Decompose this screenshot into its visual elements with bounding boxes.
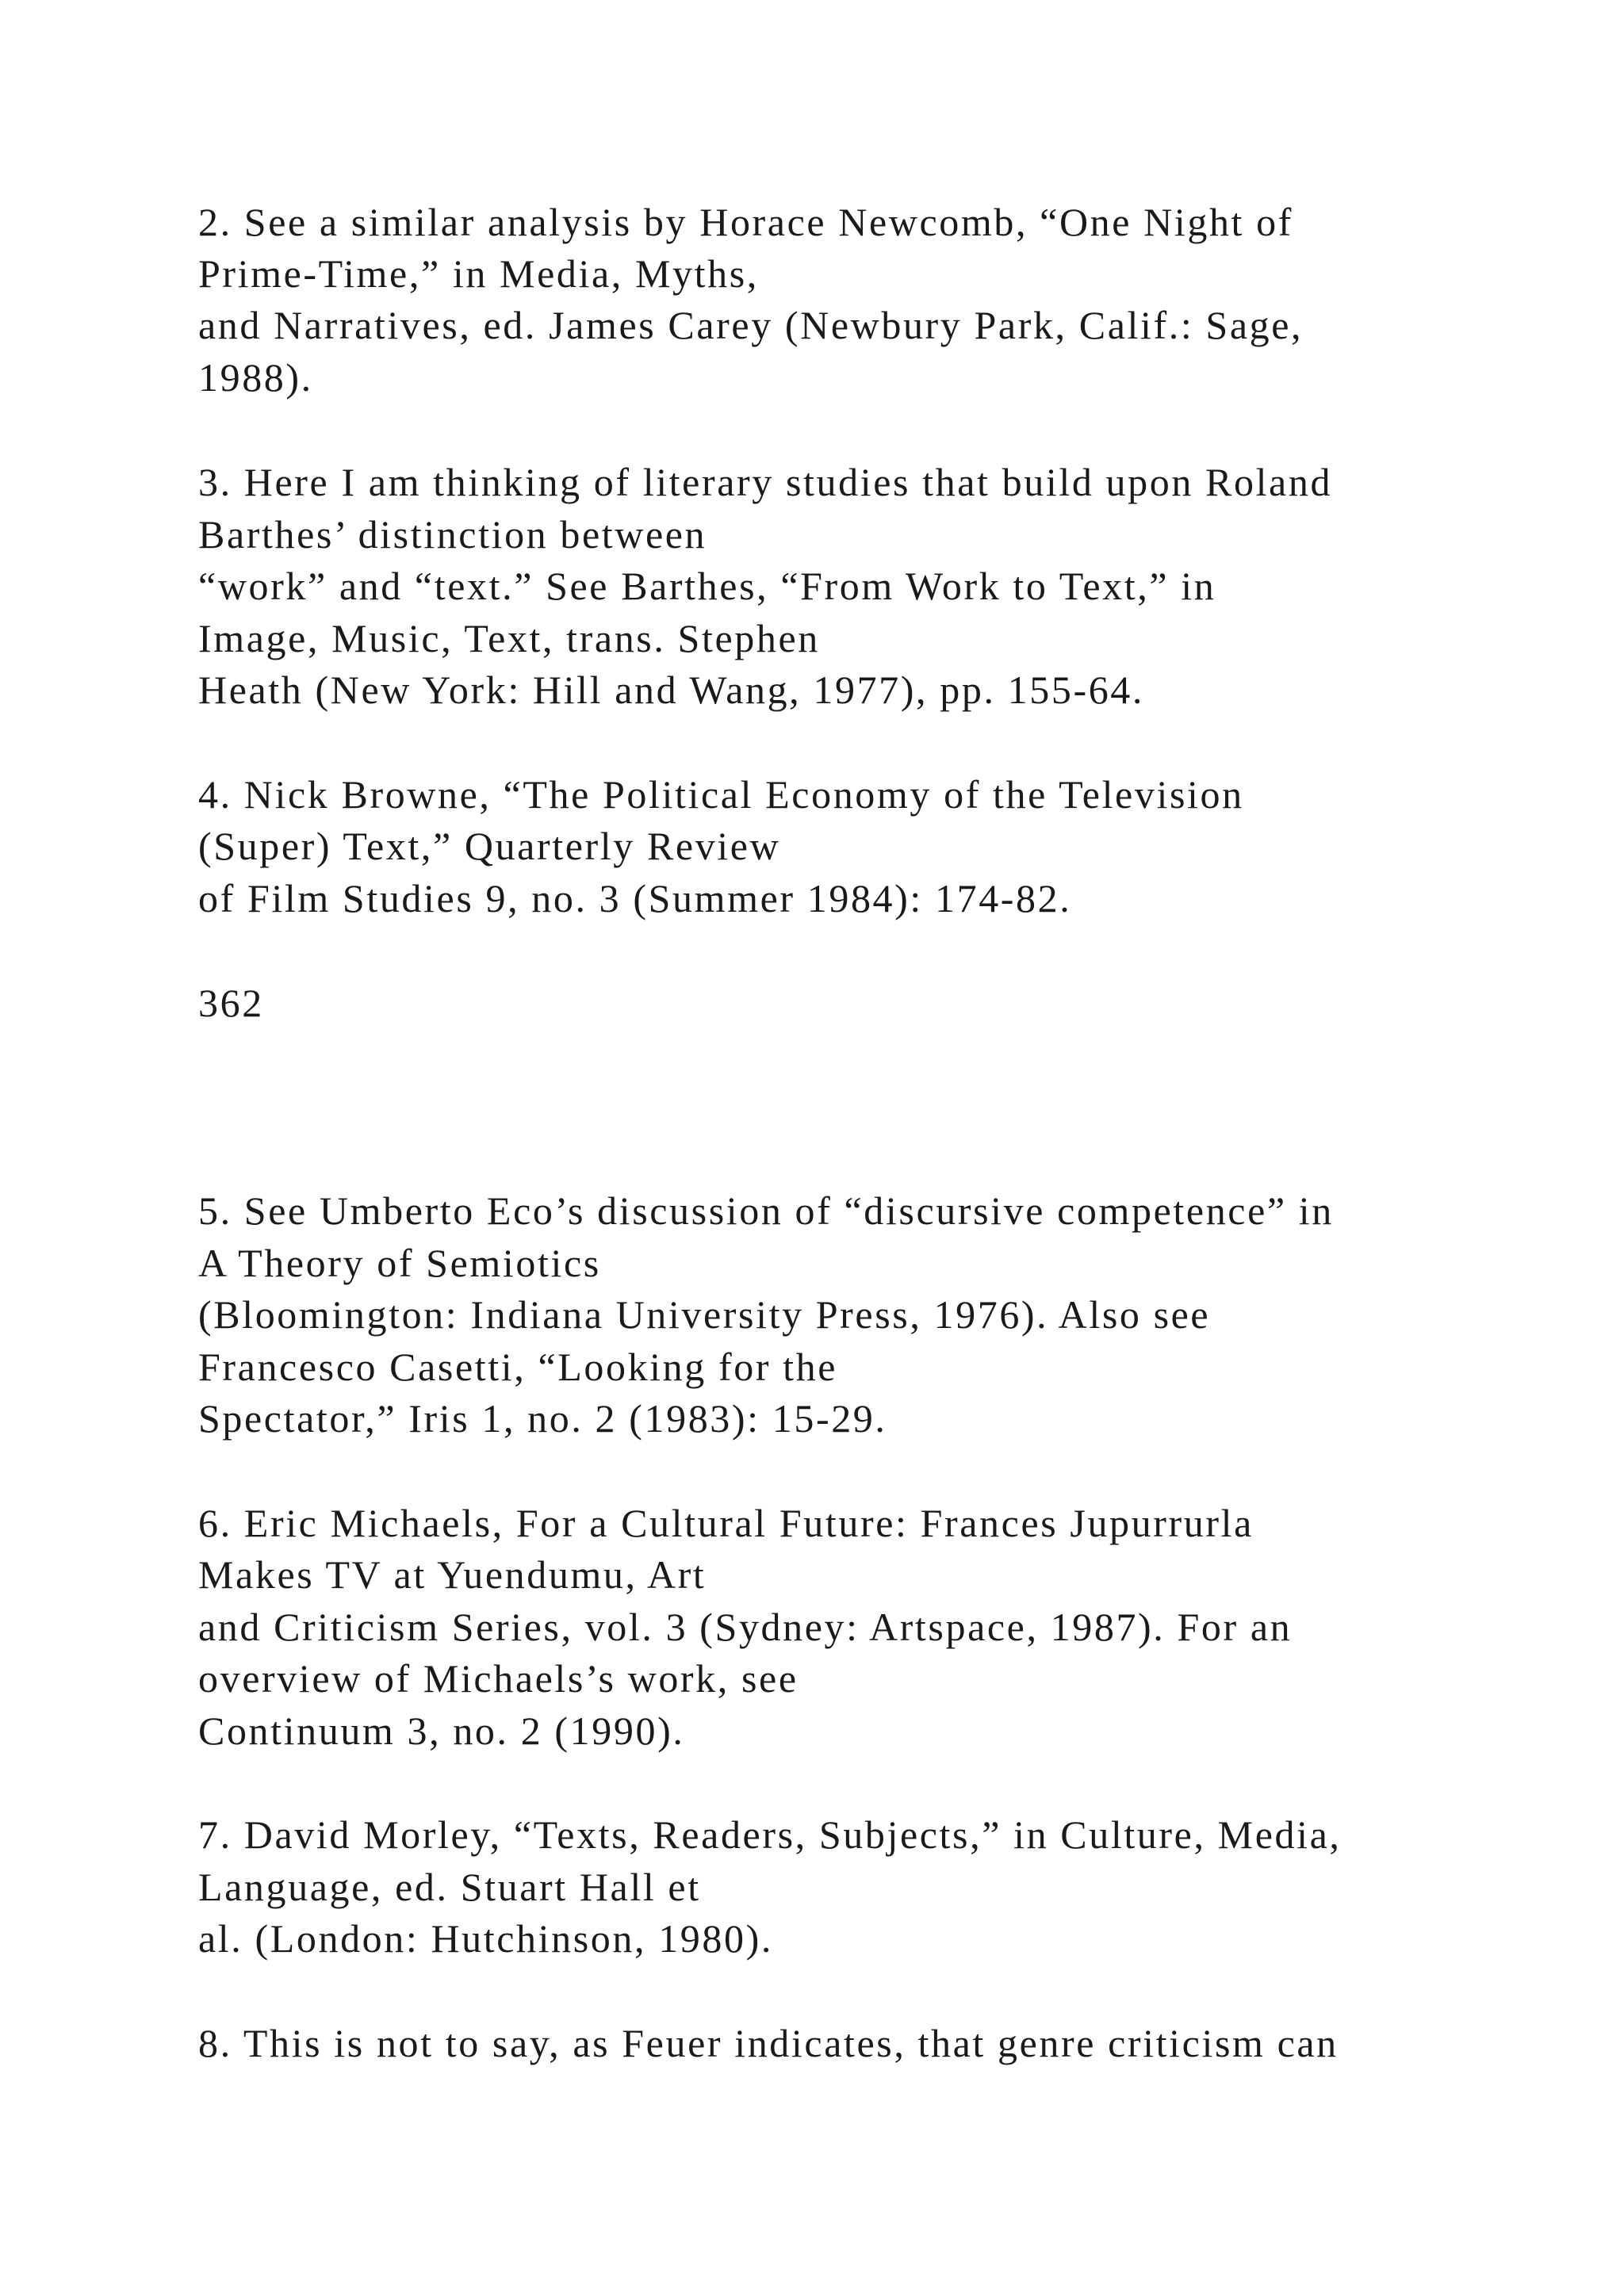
footnote-line: Prime-Time,” in Media, Myths, [198, 251, 759, 296]
footnote-line: of Film Studies 9, no. 3 (Summer 1984): 174-82. [198, 876, 1072, 920]
footnote-line: Image, Music, Text, trans. Stephen [198, 616, 820, 660]
page-number: 362 [198, 981, 264, 1025]
footnote-line: Heath (New York: Hill and Wang, 1977), pp. 155-64. [198, 668, 1144, 712]
footnote-line: 4. Nick Browne, “The Political Economy of the Television [198, 772, 1244, 817]
footnote-line: A Theory of Semiotics [198, 1241, 601, 1285]
footnote-line: “work” and “text.” See Barthes, “From Work to Text,” in [198, 564, 1216, 608]
footnote-line: (Bloomington: Indiana University Press, 1976). Also see [198, 1292, 1211, 1337]
footnote-line: al. (London: Hutchinson, 1980). [198, 1916, 773, 1961]
footnote-line: Continuum 3, no. 2 (1990). [198, 1709, 685, 1753]
footnote-line: overview of Michaels’s work, see [198, 1656, 799, 1701]
footnote-line: 3. Here I am thinking of literary studies that build upon Roland [198, 460, 1333, 504]
footnote-line: 6. Eric Michaels, For a Cultural Future: Frances Jupurrurla [198, 1501, 1254, 1545]
footnote-line: and Criticism Series, vol. 3 (Sydney: Artspace, 1987). For an [198, 1605, 1293, 1649]
footnote-line: 8. This is not to say, as Feuer indicates, that genre criticism can [198, 2021, 1339, 2065]
footnote-line: 5. See Umberto Eco’s discussion of “discursive competence” in [198, 1188, 1334, 1233]
footnote-line: Makes TV at Yuendumu, Art [198, 1552, 707, 1597]
footnote-line: 7. David Morley, “Texts, Readers, Subjects,” in Culture, Media, [198, 1812, 1342, 1857]
footnote-line: Language, ed. Stuart Hall et [198, 1865, 701, 1909]
footnote-line: 2. See a similar analysis by Horace Newcomb, “One Night of [198, 200, 1293, 244]
footnote-line: 1988). [198, 355, 313, 400]
footnote-line: Francesco Casetti, “Looking for the [198, 1345, 838, 1389]
footnote-line: and Narratives, ed. James Carey (Newbury Park, Calif.: Sage, [198, 303, 1304, 347]
footnote-line: Barthes’ distinction between [198, 512, 707, 557]
footnote-line: Spectator,” Iris 1, no. 2 (1983): 15-29. [198, 1396, 887, 1441]
footnote-line: (Super) Text,” Quarterly Review [198, 824, 781, 868]
